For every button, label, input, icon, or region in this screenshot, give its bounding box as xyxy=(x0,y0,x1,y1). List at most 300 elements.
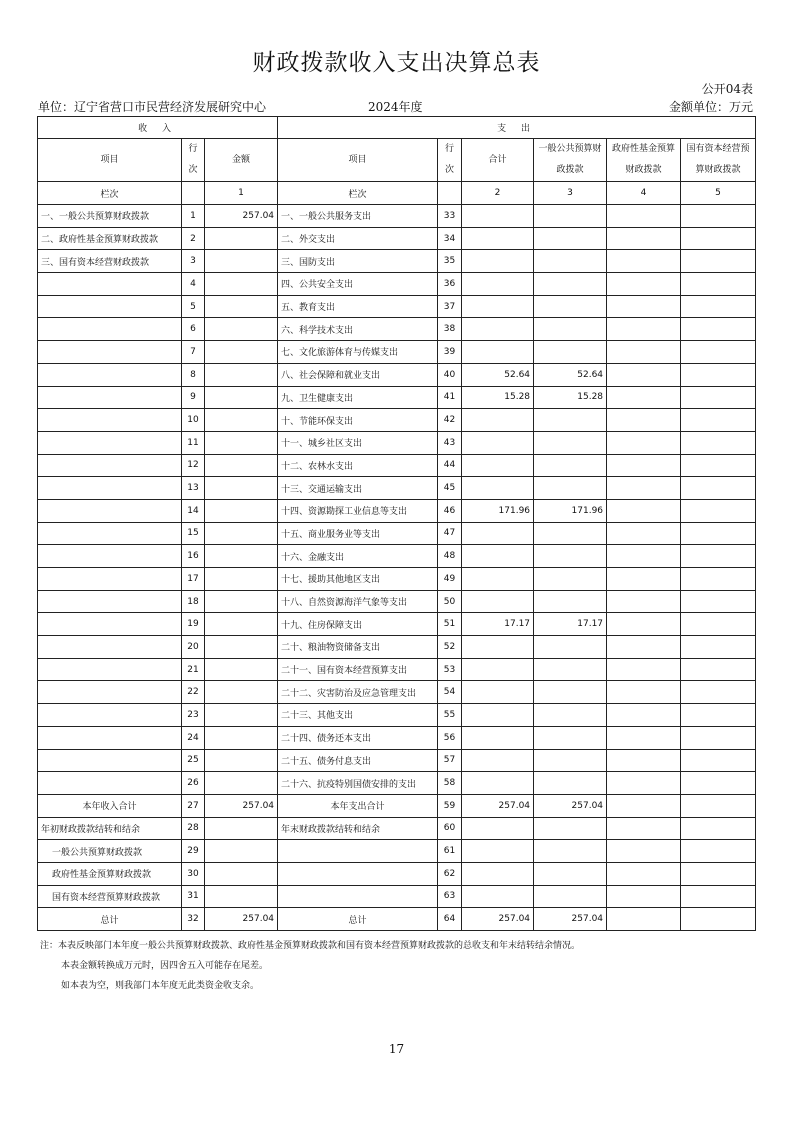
total-amount xyxy=(462,840,534,863)
total-amount xyxy=(462,658,534,681)
expense-item: 十二、农林水支出 xyxy=(278,454,438,477)
expense-item: 二十六、抗疫特别国债安排的支出 xyxy=(278,772,438,795)
table-row xyxy=(38,227,756,250)
expense-line-no: 54 xyxy=(438,681,462,704)
gov-fund-amount xyxy=(607,341,681,364)
col-2: 2 xyxy=(462,182,534,205)
table-row xyxy=(38,295,756,318)
income-amount: 257.04 xyxy=(205,908,278,931)
income-amount xyxy=(205,636,278,659)
state-capital-amount xyxy=(681,590,756,613)
general-budget-amount xyxy=(534,726,607,749)
total-amount xyxy=(462,590,534,613)
income-line-no: 10 xyxy=(182,409,205,432)
income-line-no: 21 xyxy=(182,658,205,681)
general-budget-amount xyxy=(534,295,607,318)
gov-fund-amount xyxy=(607,840,681,863)
state-capital-amount xyxy=(681,318,756,341)
state-capital-header: 国有资本经营预算财政拨款 xyxy=(681,139,756,182)
general-budget-amount xyxy=(534,477,607,500)
income-line-no: 9 xyxy=(182,386,205,409)
total-amount xyxy=(462,636,534,659)
table-row xyxy=(38,885,756,908)
income-item xyxy=(38,341,182,364)
gov-fund-amount xyxy=(607,205,681,228)
expense-item: 十八、自然资源海洋气象等支出 xyxy=(278,590,438,613)
income-line-no: 28 xyxy=(182,817,205,840)
income-item xyxy=(38,454,182,477)
total-amount xyxy=(462,726,534,749)
total-amount xyxy=(462,454,534,477)
income-item: 三、国有资本经营财政拨款 xyxy=(38,250,182,273)
total-amount xyxy=(462,681,534,704)
total-amount xyxy=(462,885,534,908)
expense-item: 二十一、国有资本经营预算支出 xyxy=(278,658,438,681)
gov-fund-amount xyxy=(607,568,681,591)
income-line-no: 26 xyxy=(182,772,205,795)
total-amount xyxy=(462,522,534,545)
income-amount xyxy=(205,499,278,522)
expense-item: 八、社会保障和就业支出 xyxy=(278,363,438,386)
income-line-no: 5 xyxy=(182,295,205,318)
income-amount xyxy=(205,409,278,432)
general-budget-amount xyxy=(534,636,607,659)
expense-item: 十五、商业服务业等支出 xyxy=(278,522,438,545)
state-capital-amount xyxy=(681,568,756,591)
expense-line-no: 61 xyxy=(438,840,462,863)
total-amount xyxy=(462,545,534,568)
state-capital-amount xyxy=(681,681,756,704)
income-amount xyxy=(205,568,278,591)
expense-item: 二十二、灾害防治及应急管理支出 xyxy=(278,681,438,704)
general-budget-amount xyxy=(534,409,607,432)
income-item xyxy=(38,477,182,500)
expense-item: 十六、金融支出 xyxy=(278,545,438,568)
unit-label: 单位：辽宁省营口市民营经济发展研究中心 xyxy=(38,100,267,114)
total-amount xyxy=(462,862,534,885)
income-line-no: 20 xyxy=(182,636,205,659)
income-item: 本年收入合计 xyxy=(38,794,182,817)
gov-fund-amount xyxy=(607,250,681,273)
income-amount xyxy=(205,772,278,795)
income-item xyxy=(38,704,182,727)
income-item xyxy=(38,772,182,795)
expense-item: 七、文化旅游体育与传媒支出 xyxy=(278,341,438,364)
state-capital-amount xyxy=(681,885,756,908)
expense-line-no: 45 xyxy=(438,477,462,500)
header-row-1 xyxy=(38,117,756,139)
total-amount: 52.64 xyxy=(462,363,534,386)
table-row xyxy=(38,794,756,817)
total-amount xyxy=(462,295,534,318)
table-row xyxy=(38,522,756,545)
expense-line-no: 55 xyxy=(438,704,462,727)
income-amount xyxy=(205,477,278,500)
income-item: 年初财政拨款结转和结余 xyxy=(38,817,182,840)
table-row xyxy=(38,409,756,432)
income-line-no: 24 xyxy=(182,726,205,749)
gov-fund-amount xyxy=(607,749,681,772)
income-item: 二、政府性基金预算财政拨款 xyxy=(38,227,182,250)
col-3: 3 xyxy=(534,182,607,205)
expense-line-no: 62 xyxy=(438,862,462,885)
expense-line-no: 47 xyxy=(438,522,462,545)
table-row xyxy=(38,908,756,931)
table-row xyxy=(38,590,756,613)
expense-line-no: 43 xyxy=(438,431,462,454)
state-capital-amount xyxy=(681,273,756,296)
income-line-no: 17 xyxy=(182,568,205,591)
income-amount xyxy=(205,454,278,477)
gov-fund-amount xyxy=(607,772,681,795)
expense-item: 二、外交支出 xyxy=(278,227,438,250)
state-capital-amount xyxy=(681,522,756,545)
income-item xyxy=(38,590,182,613)
general-budget-amount xyxy=(534,273,607,296)
income-line-no: 4 xyxy=(182,273,205,296)
expense-line-no: 57 xyxy=(438,749,462,772)
income-amount xyxy=(205,341,278,364)
state-capital-amount xyxy=(681,499,756,522)
expense-line-no: 49 xyxy=(438,568,462,591)
col-5: 5 xyxy=(681,182,756,205)
general-budget-amount xyxy=(534,862,607,885)
expense-line-no: 50 xyxy=(438,590,462,613)
expense-line-no: 52 xyxy=(438,636,462,659)
state-capital-amount xyxy=(681,636,756,659)
expense-line-no: 56 xyxy=(438,726,462,749)
expense-line-header: 行次 xyxy=(438,139,462,182)
table-row xyxy=(38,658,756,681)
income-line-no: 7 xyxy=(182,341,205,364)
income-item xyxy=(38,568,182,591)
expense-line-no: 35 xyxy=(438,250,462,273)
state-capital-amount xyxy=(681,477,756,500)
gov-fund-amount xyxy=(607,454,681,477)
general-budget-amount: 257.04 xyxy=(534,794,607,817)
state-capital-amount xyxy=(681,250,756,273)
state-capital-amount xyxy=(681,613,756,636)
general-budget-amount: 257.04 xyxy=(534,908,607,931)
expense-line-no: 63 xyxy=(438,885,462,908)
page-number: 17 xyxy=(388,1042,405,1056)
income-item-header: 项目 xyxy=(38,139,182,182)
general-budget-header: 一般公共预算财政拨款 xyxy=(534,139,607,182)
col-label-2: 栏次 xyxy=(278,182,438,205)
expense-item: 十九、住房保障支出 xyxy=(278,613,438,636)
general-budget-amount xyxy=(534,227,607,250)
income-item xyxy=(38,681,182,704)
general-budget-amount xyxy=(534,341,607,364)
income-line-no: 6 xyxy=(182,318,205,341)
expense-item: 十三、交通运输支出 xyxy=(278,477,438,500)
table-row xyxy=(38,386,756,409)
general-budget-amount xyxy=(534,454,607,477)
gov-fund-amount xyxy=(607,431,681,454)
table-row xyxy=(38,363,756,386)
expense-item: 五、教育支出 xyxy=(278,295,438,318)
total-amount: 15.28 xyxy=(462,386,534,409)
col-4: 4 xyxy=(607,182,681,205)
income-line-no: 27 xyxy=(182,794,205,817)
general-budget-amount xyxy=(534,522,607,545)
income-amount xyxy=(205,840,278,863)
income-amount-header: 金额 xyxy=(205,139,278,182)
income-amount xyxy=(205,545,278,568)
table-row xyxy=(38,454,756,477)
income-item xyxy=(38,522,182,545)
income-line-no: 1 xyxy=(182,205,205,228)
expense-line-no: 39 xyxy=(438,341,462,364)
income-line-no: 16 xyxy=(182,545,205,568)
gov-fund-amount xyxy=(607,817,681,840)
gov-fund-amount xyxy=(607,794,681,817)
total-amount xyxy=(462,431,534,454)
state-capital-amount xyxy=(681,817,756,840)
state-capital-amount xyxy=(681,454,756,477)
general-budget-amount: 171.96 xyxy=(534,499,607,522)
table-row xyxy=(38,704,756,727)
expense-line-no: 33 xyxy=(438,205,462,228)
income-amount xyxy=(205,658,278,681)
expense-item: 九、卫生健康支出 xyxy=(278,386,438,409)
expense-line-no: 46 xyxy=(438,499,462,522)
expense-item: 年末财政拨款结转和结余 xyxy=(278,817,438,840)
table-row xyxy=(38,636,756,659)
table-row xyxy=(38,817,756,840)
expense-line-no: 41 xyxy=(438,386,462,409)
expense-item: 二十三、其他支出 xyxy=(278,704,438,727)
table-row xyxy=(38,749,756,772)
expense-line-no: 64 xyxy=(438,908,462,931)
state-capital-amount xyxy=(681,726,756,749)
general-budget-amount xyxy=(534,885,607,908)
income-item xyxy=(38,545,182,568)
state-capital-amount xyxy=(681,386,756,409)
income-amount xyxy=(205,295,278,318)
income-item: 一般公共预算财政拨款 xyxy=(38,840,182,863)
state-capital-amount xyxy=(681,341,756,364)
expense-line-no: 40 xyxy=(438,363,462,386)
expense-item: 六、科学技术支出 xyxy=(278,318,438,341)
col-blank xyxy=(182,182,205,205)
total-amount xyxy=(462,273,534,296)
total-amount xyxy=(462,341,534,364)
income-amount xyxy=(205,862,278,885)
expense-line-no: 38 xyxy=(438,318,462,341)
income-amount xyxy=(205,363,278,386)
gov-fund-amount xyxy=(607,681,681,704)
gov-fund-amount xyxy=(607,499,681,522)
gov-fund-amount xyxy=(607,522,681,545)
expense-item: 一、一般公共服务支出 xyxy=(278,205,438,228)
income-line-no: 19 xyxy=(182,613,205,636)
state-capital-amount xyxy=(681,431,756,454)
total-amount xyxy=(462,227,534,250)
expense-header: 支 出 xyxy=(278,117,756,139)
total-amount xyxy=(462,568,534,591)
income-amount xyxy=(205,704,278,727)
income-item xyxy=(38,409,182,432)
gov-fund-amount xyxy=(607,658,681,681)
note-1: 注：本表反映部门本年度一般公共预算财政拨款、政府性基金预算财政拨款和国有资本经营预算财政拨款的总收支和年末结转结余情况。 xyxy=(40,941,581,951)
income-amount xyxy=(205,749,278,772)
state-capital-amount xyxy=(681,862,756,885)
page-title: 财政拨款收入支出决算总表 xyxy=(252,50,541,76)
total-amount xyxy=(462,318,534,341)
income-line-no: 23 xyxy=(182,704,205,727)
notes xyxy=(40,936,580,996)
income-item: 国有资本经营预算财政拨款 xyxy=(38,885,182,908)
income-amount xyxy=(205,885,278,908)
expense-line-no: 36 xyxy=(438,273,462,296)
income-item: 总计 xyxy=(38,908,182,931)
income-line-no: 14 xyxy=(182,499,205,522)
state-capital-amount xyxy=(681,409,756,432)
income-line-no: 11 xyxy=(182,431,205,454)
income-item xyxy=(38,386,182,409)
general-budget-amount xyxy=(534,817,607,840)
income-amount xyxy=(205,318,278,341)
note-3: 如本表为空，则我部门本年度无此类资金收支余。 xyxy=(61,981,260,991)
expense-item: 总计 xyxy=(278,908,438,931)
total-amount xyxy=(462,205,534,228)
state-capital-amount xyxy=(681,545,756,568)
income-line-no: 29 xyxy=(182,840,205,863)
income-amount xyxy=(205,613,278,636)
general-budget-amount xyxy=(534,704,607,727)
col-blank-2 xyxy=(438,182,462,205)
state-capital-amount xyxy=(681,908,756,931)
expense-line-no: 37 xyxy=(438,295,462,318)
money-unit-label: 金额单位：万元 xyxy=(668,100,753,114)
expense-item: 十四、资源勘探工业信息等支出 xyxy=(278,499,438,522)
expense-item: 十七、援助其他地区支出 xyxy=(278,568,438,591)
expense-line-no: 60 xyxy=(438,817,462,840)
expense-item: 二十四、债务还本支出 xyxy=(278,726,438,749)
general-budget-amount xyxy=(534,590,607,613)
income-item xyxy=(38,749,182,772)
state-capital-amount xyxy=(681,772,756,795)
income-line-no: 22 xyxy=(182,681,205,704)
total-amount xyxy=(462,772,534,795)
total-amount: 257.04 xyxy=(462,794,534,817)
table-row xyxy=(38,273,756,296)
expense-item: 十一、城乡社区支出 xyxy=(278,431,438,454)
income-line-no: 31 xyxy=(182,885,205,908)
total-amount xyxy=(462,477,534,500)
gov-fund-amount xyxy=(607,318,681,341)
expense-line-no: 59 xyxy=(438,794,462,817)
gov-fund-amount xyxy=(607,477,681,500)
table-row xyxy=(38,681,756,704)
income-item xyxy=(38,613,182,636)
expense-item: 四、公共安全支出 xyxy=(278,273,438,296)
expense-line-no: 51 xyxy=(438,613,462,636)
income-amount: 257.04 xyxy=(205,794,278,817)
table-row xyxy=(38,772,756,795)
gov-fund-amount xyxy=(607,636,681,659)
general-budget-amount xyxy=(534,568,607,591)
income-item xyxy=(38,295,182,318)
gov-fund-amount xyxy=(607,273,681,296)
table-row xyxy=(38,499,756,522)
table-row xyxy=(38,545,756,568)
income-line-no: 18 xyxy=(182,590,205,613)
table-code: 公开04表 xyxy=(701,82,753,96)
table-row xyxy=(38,862,756,885)
table-row xyxy=(38,318,756,341)
income-line-no: 15 xyxy=(182,522,205,545)
table-row xyxy=(38,840,756,863)
income-amount xyxy=(205,817,278,840)
note-2: 本表金额转换成万元时，因四舍五入可能存在尾差。 xyxy=(61,961,269,971)
income-line-no: 13 xyxy=(182,477,205,500)
expense-item xyxy=(278,885,438,908)
income-line-no: 3 xyxy=(182,250,205,273)
gov-fund-amount xyxy=(607,227,681,250)
general-budget-amount xyxy=(534,318,607,341)
gov-fund-amount xyxy=(607,295,681,318)
table-row xyxy=(38,477,756,500)
expense-line-no: 53 xyxy=(438,658,462,681)
expense-line-no: 34 xyxy=(438,227,462,250)
gov-fund-amount xyxy=(607,862,681,885)
total-amount: 171.96 xyxy=(462,499,534,522)
income-amount xyxy=(205,590,278,613)
table-row xyxy=(38,726,756,749)
gov-fund-amount xyxy=(607,409,681,432)
total-amount: 257.04 xyxy=(462,908,534,931)
income-amount xyxy=(205,726,278,749)
expense-line-no: 44 xyxy=(438,454,462,477)
income-item xyxy=(38,658,182,681)
income-item: 一、一般公共预算财政拨款 xyxy=(38,205,182,228)
general-budget-amount xyxy=(534,840,607,863)
header-row-2 xyxy=(38,139,756,182)
income-line-header: 行次 xyxy=(182,139,205,182)
general-budget-amount xyxy=(534,431,607,454)
income-line-no: 2 xyxy=(182,227,205,250)
total-amount xyxy=(462,409,534,432)
income-amount xyxy=(205,250,278,273)
general-budget-amount xyxy=(534,250,607,273)
expense-item: 二十、粮油物资储备支出 xyxy=(278,636,438,659)
table-row xyxy=(38,431,756,454)
gov-fund-amount xyxy=(607,726,681,749)
col-1: 1 xyxy=(205,182,278,205)
table-row xyxy=(38,341,756,364)
expense-item-header: 项目 xyxy=(278,139,438,182)
income-amount xyxy=(205,431,278,454)
general-budget-amount: 15.28 xyxy=(534,386,607,409)
expense-line-no: 48 xyxy=(438,545,462,568)
income-item xyxy=(38,273,182,296)
state-capital-amount xyxy=(681,704,756,727)
general-budget-amount: 17.17 xyxy=(534,613,607,636)
gov-fund-amount xyxy=(607,590,681,613)
income-amount xyxy=(205,273,278,296)
state-capital-amount xyxy=(681,749,756,772)
gov-fund-amount xyxy=(607,545,681,568)
general-budget-amount xyxy=(534,658,607,681)
income-amount: 257.04 xyxy=(205,205,278,228)
income-item xyxy=(38,363,182,386)
income-item xyxy=(38,636,182,659)
income-amount xyxy=(205,681,278,704)
general-budget-amount: 52.64 xyxy=(534,363,607,386)
table-row xyxy=(38,205,756,228)
